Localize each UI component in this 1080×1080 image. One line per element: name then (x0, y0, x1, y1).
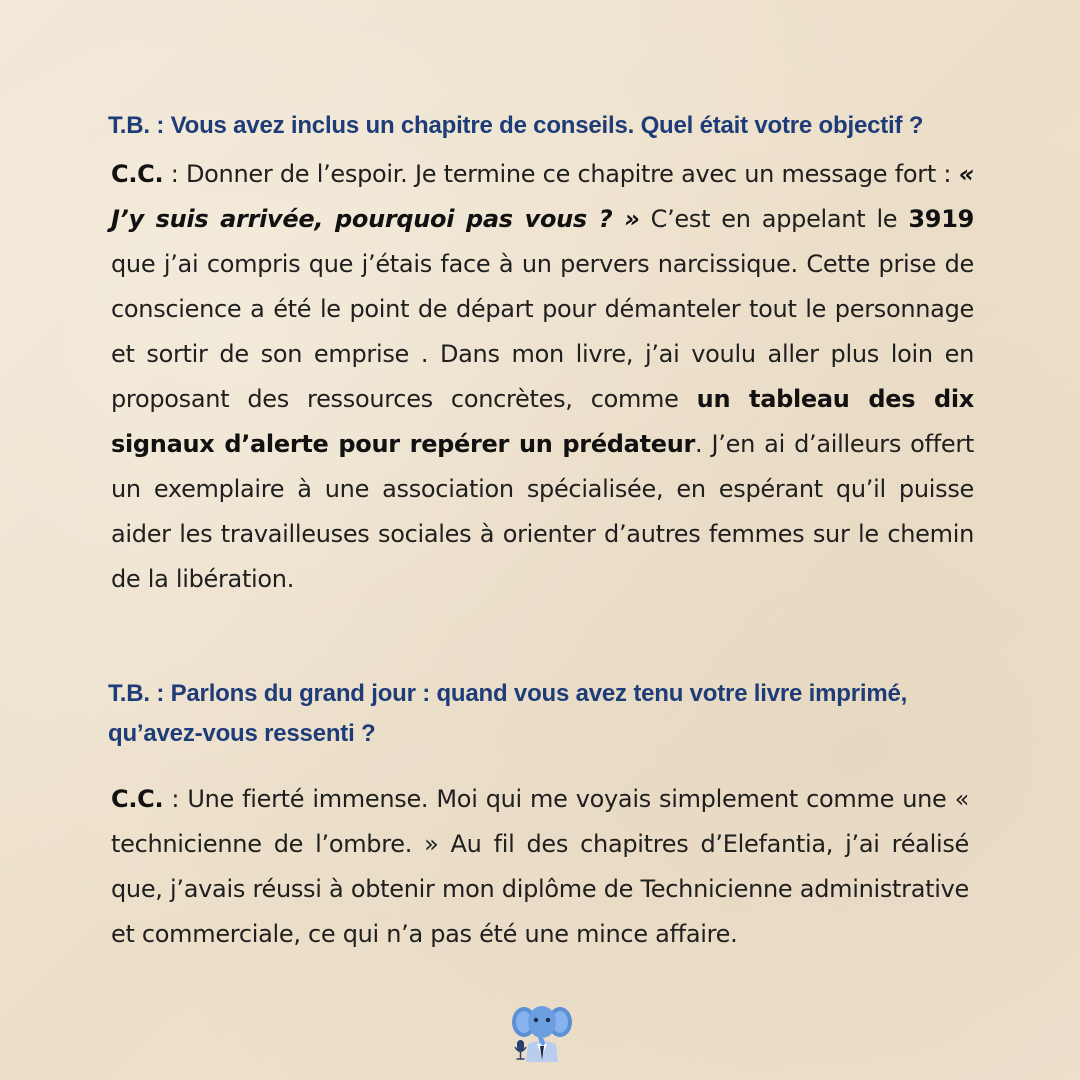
highlight-bold: un tableau des dix signaux d’alerte pour repérer un prédateur (111, 385, 974, 458)
highlight-quote: « J’y suis arrivée, pourquoi pas vous ? » (111, 160, 974, 233)
answer-1-text-2: C’est en appelant le (639, 205, 909, 233)
elephant-microphone-icon (510, 1000, 574, 1062)
question-1: T.B. : Vous avez inclus un chapitre de conseils. Quel était votre objectif ? (108, 112, 924, 139)
speaker-label: C.C. (111, 785, 164, 813)
answer-1-text-3: que j’ai compris que j’étais face à un pervers narcissique. Cette prise de conscience a été le point de départ pour démanteler tout le personnage et sortir de son emprise . Dans mon livre, j’ai voulu aller plus loin en proposant des ressources concrètes, comme (111, 250, 974, 413)
helpline-number: 3919 (908, 205, 974, 233)
answer-1 (111, 152, 974, 602)
answer-2-text: : Une fierté immense. Moi qui me voyais simplement comme une « technicienne de l’ombre. » Au fil des chapitres d’Elefantia, j’ai réalisé que, j’avais réussi à obtenir mon diplôme de Technicienne administrative et commerciale, ce qui n’a pas été une mince affaire. (111, 785, 969, 948)
question-2: T.B. : Parlons du grand jour : quand vous avez tenu votre livre imprimé, qu’avez-vous ressenti ? (108, 680, 908, 747)
speaker-label: C.C. (111, 160, 164, 188)
answer-2 (111, 777, 969, 957)
answer-1-text-4: . J’en ai d’ailleurs offert un exemplaire à une association spécialisée, en espérant qu’il puisse aider les travailleuses sociales à orienter d’autres femmes sur le chemin de la libération. (111, 430, 974, 593)
answer-1-text-1: : Donner de l’espoir. Je termine ce chapitre avec un message fort : (163, 160, 959, 188)
